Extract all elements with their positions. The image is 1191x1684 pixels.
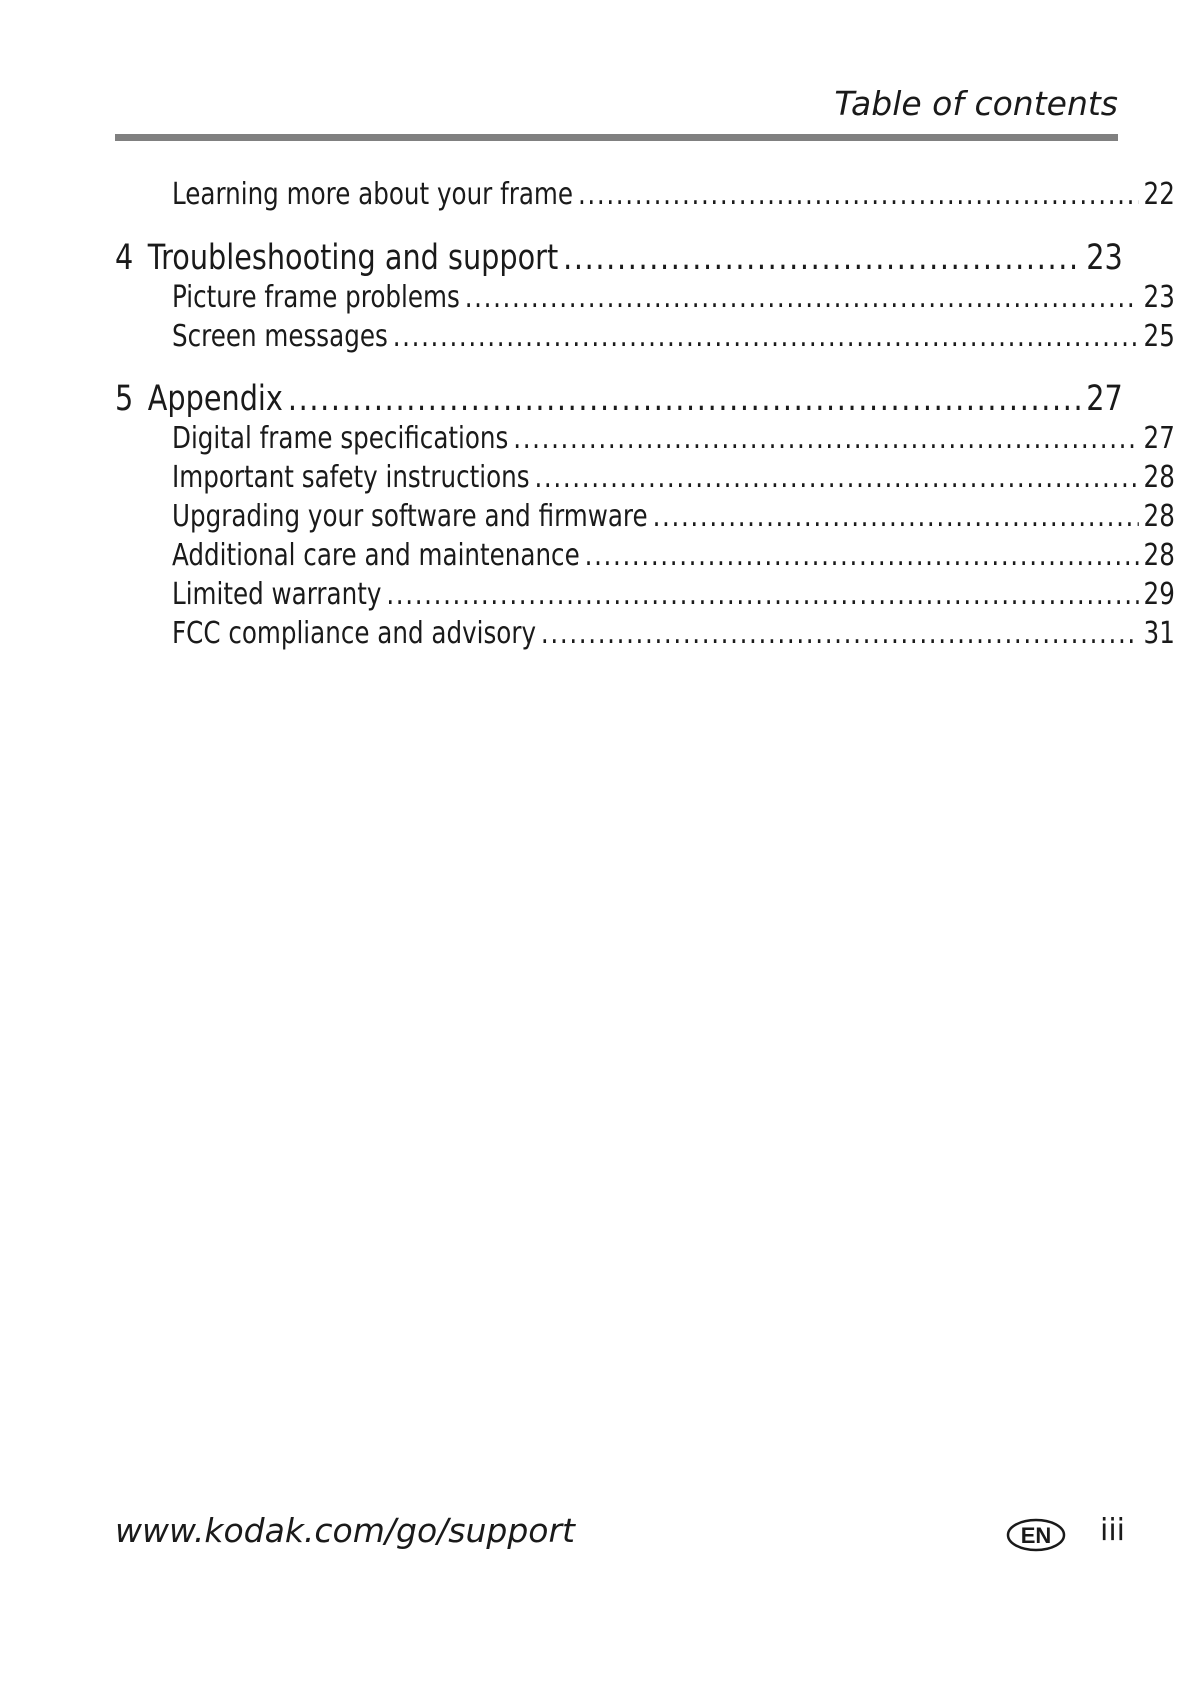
toc-entry-title: FCC compliance and advisory	[172, 616, 537, 651]
toc-entry-page: 28	[1143, 538, 1175, 573]
dot-leader	[288, 377, 1082, 421]
dot-leader	[534, 459, 1138, 497]
toc-entry[interactable]	[172, 279, 1175, 317]
toc-entry-page: 22	[1143, 177, 1175, 212]
toc-entry-title: Digital frame specifications	[172, 421, 509, 456]
dot-leader	[513, 420, 1138, 458]
page-number: iii	[1100, 1513, 1126, 1548]
toc-entry[interactable]	[172, 498, 1175, 536]
toc-entry[interactable]	[172, 615, 1175, 653]
toc-entry-page: 23	[1143, 280, 1175, 315]
toc-chapter-entry[interactable]	[115, 236, 1123, 280]
toc-chapter-title: Appendix	[147, 379, 283, 419]
toc-entry-title: Picture frame problems	[172, 280, 460, 315]
support-url-link[interactable]: www.kodak.com/go/support	[115, 1511, 575, 1550]
toc-entry-title: Learning more about your frame	[172, 177, 574, 212]
chapter-number: 5	[115, 379, 134, 419]
toc-entry[interactable]	[172, 459, 1175, 497]
toc-chapter-title: Troubleshooting and support	[147, 238, 559, 278]
toc-entry-page: 27	[1143, 421, 1175, 456]
toc-entry-title: Screen messages	[172, 319, 388, 354]
language-badge-label: EN	[1020, 1523, 1052, 1548]
toc-entry-page: 28	[1143, 499, 1175, 534]
toc-chapter-entry[interactable]	[115, 377, 1123, 421]
toc-entry[interactable]	[172, 318, 1175, 356]
toc-entry-page: 25	[1143, 319, 1175, 354]
toc-entry-title: Limited warranty	[172, 577, 382, 612]
dot-leader	[386, 576, 1138, 614]
toc-chapter-page: 23	[1086, 238, 1123, 278]
page-header-title: Table of contents	[834, 84, 1118, 123]
dot-leader	[653, 498, 1139, 536]
dot-leader	[465, 279, 1139, 317]
dot-leader	[541, 615, 1139, 653]
toc-entry[interactable]	[172, 176, 1175, 214]
language-badge	[1006, 1517, 1066, 1553]
toc-entry[interactable]	[172, 420, 1175, 458]
toc-entry-page: 29	[1143, 577, 1175, 612]
toc-entry-title: Upgrading your software and firmware	[172, 499, 648, 534]
dot-leader	[393, 318, 1139, 356]
toc-entry-page: 28	[1143, 460, 1175, 495]
toc-chapter-page: 27	[1086, 379, 1123, 419]
dot-leader	[578, 176, 1139, 214]
toc-entry-page: 31	[1143, 616, 1175, 651]
toc-entry[interactable]	[172, 537, 1175, 575]
dot-leader	[563, 236, 1081, 280]
dot-leader	[585, 537, 1139, 575]
table-of-contents	[0, 0, 1191, 700]
toc-entry[interactable]	[172, 576, 1175, 614]
toc-entry-title: Additional care and maintenance	[172, 538, 580, 573]
toc-entry-title: Important safety instructions	[172, 460, 530, 495]
chapter-number: 4	[115, 238, 134, 278]
